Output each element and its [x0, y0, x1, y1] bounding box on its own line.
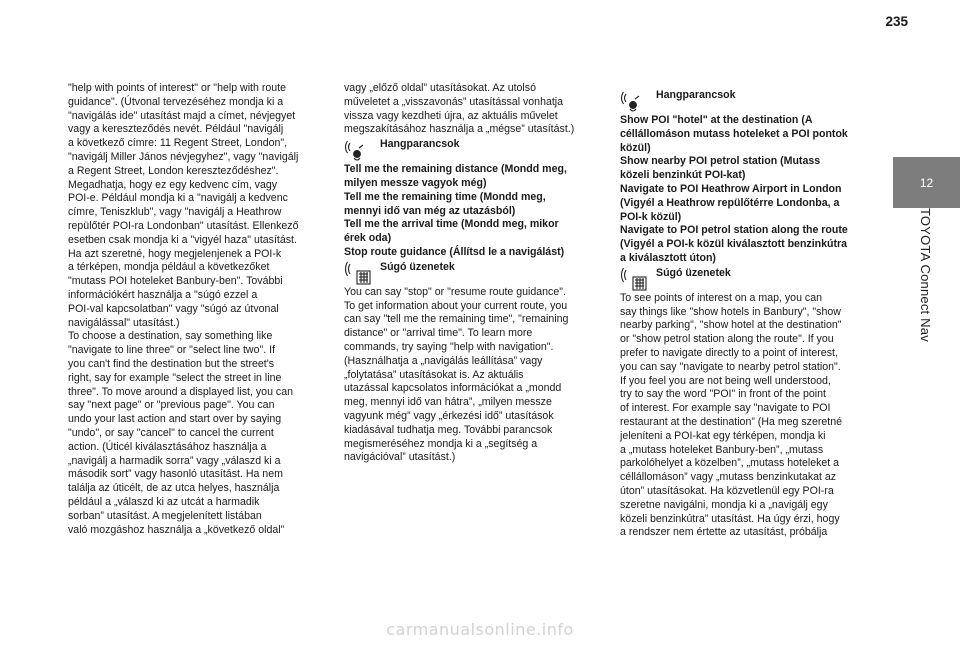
watermark: carmanualsonline.info — [386, 620, 574, 639]
voice-help-icon — [344, 260, 376, 286]
voice-help-icon — [620, 266, 652, 292]
help-messages-text: You can say "stop" or "resume route guidance". To get information about your current route, you can say "tell me the remaining time", "remaining distance" or "arrival time". To learn more commands, try saying "help with navigation". (Használhatja a „navigálás leállítása” vagy „folytatása” utasításokat is. Az aktuális utazással kapcsolatos információkat a „mondd meg, mennyi idő van hátra”, „milyen messze vagyunk még” vagy „érkezési idő” utasítások kiadásával tudhatja meg. További parancsok megismeréséhez mondja ki a „segítség a navigációval” utasítást.) — [344, 285, 569, 464]
help-messages-label-2: Súgó üzenetek — [656, 266, 731, 279]
voice-commands-heading-2 — [620, 88, 880, 114]
chapter-title: TOYOTA Connect Nav — [918, 208, 933, 342]
voice-commands-label: Hangparancsok — [380, 138, 460, 151]
column-1 — [68, 82, 334, 537]
voice-command-icon — [344, 137, 376, 163]
page-number: 235 — [885, 14, 908, 29]
voice-commands-heading — [344, 137, 602, 163]
column-2-intro: vagy „előző oldal” utasításokat. Az utolsó műveletet a „visszavonás” utasítással vonhatja vissza vagy kezdheti újra, az aktuális művelet megszakításához használja a „mégse” utasítást.) — [344, 82, 575, 136]
help-messages-label: Súgó üzenetek — [380, 260, 455, 273]
voice-commands-list: Tell me the remaining distance (Mondd meg, milyen messze vagyok még) Tell me the remaining time (Mondd meg, mennyi idő van még az utazásból) Tell me the arrival time (Mondd meg, mikor érek oda) Stop route guidance (Állítsd le a navigálást) — [344, 163, 567, 258]
voice-command-icon — [620, 88, 652, 114]
column-3 — [620, 88, 880, 540]
help-messages-heading-2 — [620, 266, 880, 292]
column-1-text: "help with points of interest" or "help with route guidance". (Útvonal tervezéséhez mondja ki a "navigálás ide" utasítást majd a címet, névjegyet vagy a kereszteződés nevét. Például "navigálj a következő címre: 11 Regent Street, London", "navigálj Miller János névjegyhez", vagy "navigálj a Regent Street, London kereszteződéshez". Megadhatja, hogy ez egy kedvenc cím, vagy POI-e. Például mondja ki a "navigálj a kedvenc címre, Teniszklub", vagy "navigálj a Heathrow repülőtér POI-ra Londonban" utasítást. Ellenkező esetben csak mondja ki a "vigyél haza" utasítást. Ha azt szeretné, hogy megjelenjenek a POI-k a térképen, mondja például a következőket "mutass POI hoteleket Banbury-ben". További információkért használja a "súgó ezzel a POI-val kapcsolatban" vagy "súgó az útvonal navigálással" utasítást.) To choose a destination, say something like "navigate to line three" or "select line two". If you can't find the destination but the street's right, say for example "select the street in line three". To move around a displayed list, you can say "next page" or "previous page". You can undo your last action and start over by saying "undo", or say "cancel" to cancel the current action. (Úticél kiválasztásához használja a „navigálj a harmadik sorra” vagy „válaszd ki a második sort” vagy hasonló utasítást. Ha nem találja az úticélt, de az utca helyes, használja például a „válaszd ki az utcát a harmadik sorban” utasítást. A megjelenített listában való mozgáshoz használja a „következő oldal” — [68, 82, 299, 536]
help-messages-text-2: To see points of interest on a map, you can say things like "show hotels in Banbury", "show nearby parking", "show hotel at the destination" or "show petrol station along the route". If you prefer to navigate directly to a point of interest, you can say "navigate to nearby petrol station". If you feel you are not being well understood, try to say the word "POI" in front of the point of interest. For example say "navigate to POI restaurant at the destination” (Ha meg szeretné jeleníteni a POI-kat egy térképen, mondja ki a „mutass hoteleket Banbury-ben”, „mutass parkolóhelyet a közelben”, „mutass hoteleket a céllállomáson” vagy „mutass benzinkutakat az úton” utasításokat. Ha közvetlenül egy POI-ra szeretne navigálni, mondja ki a „navigálj egy közeli benzinkútra” utasítást. Ha úgy érzi, hogy a rendszer nem értette az utasítást, próbálja — [620, 291, 842, 539]
chapter-tab: 12 — [893, 157, 960, 208]
column-2 — [344, 82, 602, 465]
help-messages-heading — [344, 260, 602, 286]
voice-commands-list-2: Show POI "hotel" at the destination (A céllállomáson mutass hoteleket a POI pontok közül) Show nearby POI petrol station (Mutass közeli benzinkút POI-kat) Navigate to POI Heathrow Airport in London (Vigyél a Heathrow repülőtérre Londonba, a POI-k közül) Navigate to POI petrol station along the route (Vigyél a POI-k közül kiválasztott benzinkútra a kiválasztott úton) — [620, 114, 848, 264]
voice-commands-label-2: Hangparancsok — [656, 89, 736, 101]
